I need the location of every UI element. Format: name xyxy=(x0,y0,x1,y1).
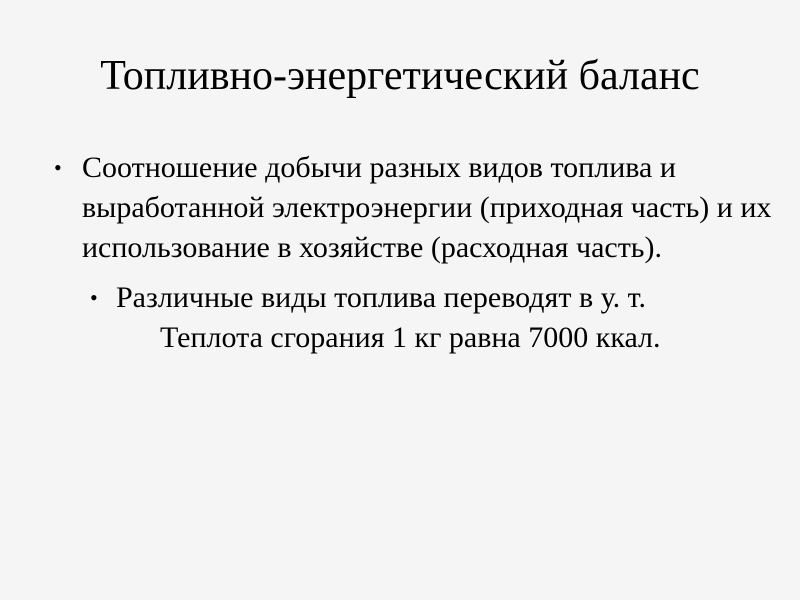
bullet-item-2 xyxy=(40,278,780,358)
bullet-text-2-line-1: Различные виды топлива переводят в у. т. xyxy=(116,281,646,314)
bullet-text-2 xyxy=(116,278,780,358)
bullet-item-1 xyxy=(40,148,780,268)
bullet-text-2-line-2: Теплота сгорания 1 кг равна 7000 ккал. xyxy=(160,321,661,354)
bullet-text-1: Соотношение добычи разных видов топлива и выработанной электроэнергии (приходная часть) и их использование в хозяйстве (расходная часть). xyxy=(82,151,772,264)
slide-title: Топливно-энергетический баланс xyxy=(100,53,700,99)
bullet-dot-icon: • xyxy=(54,155,62,180)
bullet-dot-icon: • xyxy=(90,285,98,310)
bullet-list xyxy=(40,148,780,358)
